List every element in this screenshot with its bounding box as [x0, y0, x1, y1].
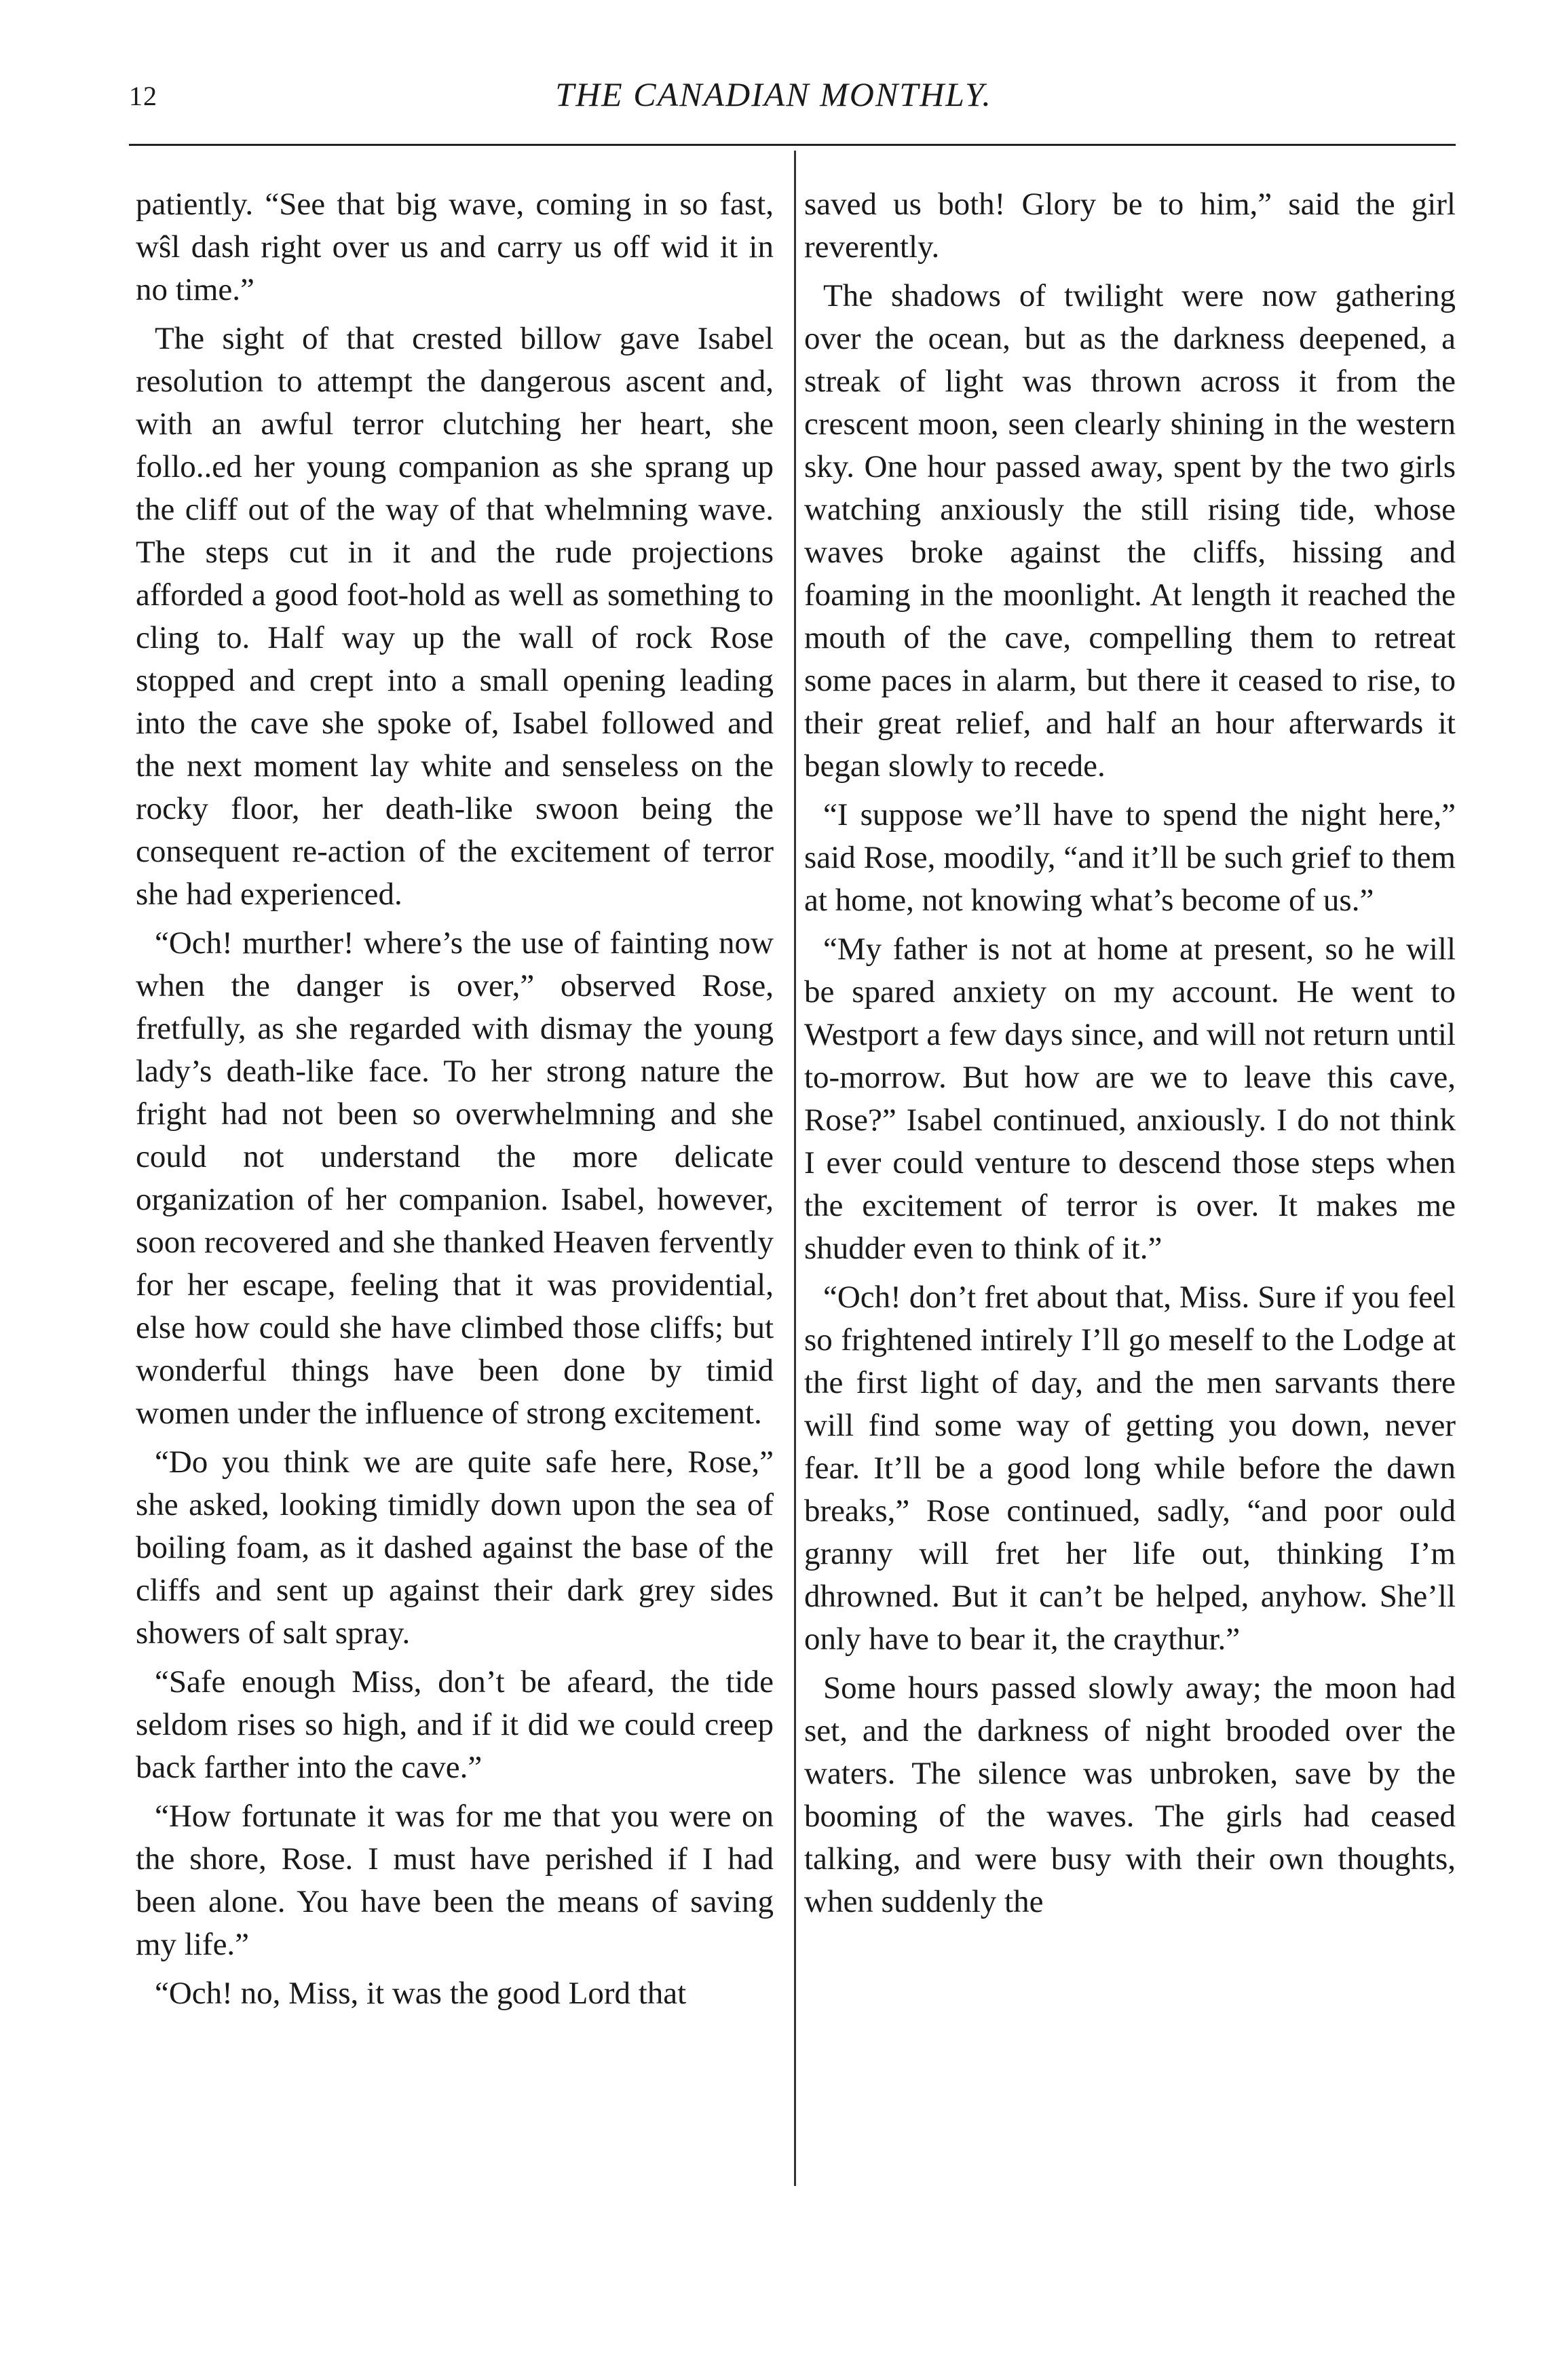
paragraph: “Och! murther! where’s the use of fainting now when the danger is over,” observed Rose, fretfully, as she regarded with dismay the young lady’s death-like face. To her strong nature the fright had not been so overwhelmning and she could not understand the more delicate organization of her companion. Isabel, however, soon recovered and she thanked Heaven fervently for her escape, feeling that it was providential, else how could she have climbed those cliffs; but wonderful things have been done by timid women under the influence of strong excitement. — [136, 925, 774, 1431]
paragraph: “I suppose we’ll have to spend the night here,” said Rose, moodily, “and it’ll be such grief to them at home, not knowing what’s become of us.” — [804, 797, 1456, 918]
paragraph: Some hours passed slowly away; the moon had set, and the darkness of night brooded over the waters. The silence was unbroken, save by the booming of the waves. The girls had ceased talking, and were busy with their own thoughts, when suddenly the — [804, 1670, 1456, 1919]
paragraph: The sight of that crested billow gave Isabel resolution to attempt the dangerous ascent and, with an awful terror clutching her heart, she follo..ed her young companion as she sprang up the cliff out of the way of that whelmning wave. The steps cut in it and the rude projections afforded a good foot-hold as well as something to cling to. Half way up the wall of rock Rose stopped and crept into a small opening leading into the cave she spoke of, Isabel followed and the next moment lay white and senseless on the rocky floor, her death-like swoon being the consequent re-action of the excitement of terror she had experienced. — [136, 321, 774, 912]
paragraph: “How fortunate it was for me that you were on the shore, Rose. I must have perished if I had been alone. You have been the means of saving my life.” — [136, 1799, 774, 1962]
paragraph: The shadows of twilight were now gathering over the ocean, but as the darkness deepened, a streak of light was thrown across it from the crescent moon, seen clearly shining in the western sky. One hour passed away, spent by the two girls watching anxiously the still rising tide, whose waves broke against the cliffs, hissing and foaming in the moonlight. At length it reached the mouth of the cave, compelling them to retreat some paces in alarm, but there it ceased to rise, to their great relief, and half an hour afterwards it began slowly to recede. — [804, 278, 1456, 784]
page-number: 12 — [129, 81, 157, 111]
paragraph: “Safe enough Miss, don’t be afeard, the tide seldom rises so high, and if it did we could creep back farther into the cave.” — [136, 1664, 774, 1785]
paragraph: patiently. “See that big wave, coming in so fast, wŝl dash right over us and carry us off wid it in no time.” — [136, 187, 774, 307]
right-column — [804, 183, 1456, 1930]
header-rule — [129, 144, 1456, 146]
paragraph: “Och! no, Miss, it was the good Lord that — [155, 1976, 687, 2011]
running-head: THE CANADIAN MONTHLY. — [555, 75, 992, 113]
left-column — [136, 183, 774, 2021]
paragraph: “Och! don’t fret about that, Miss. Sure if you feel so frightened intirely I’ll go meself to the Lodge at the first light of day, and the men sarvants there will find some way of getting you down, never fear. It’ll be a good long while before the dawn breaks,” Rose continued, sadly, “and poor ould granny will fret her life out, thinking I’m dhrowned. But it can’t be helped, anyhow. She’ll only have to bear it, the craythur.” — [804, 1280, 1456, 1657]
paragraph: “Do you think we are quite safe here, Rose,” she asked, looking timidly down upon the sea of boiling foam, as it dashed against the base of the cliffs and sent up against their dark grey sides showers of salt spray. — [136, 1444, 774, 1651]
column-divider — [794, 151, 796, 2186]
paragraph: saved us both! Glory be to him,” said the girl reverently. — [804, 187, 1456, 265]
paragraph: “My father is not at home at present, so he will be spared anxiety on my account. He went to Westport a few days since, and will not return until to-morrow. But how are we to leave this cave, Rose?” Isabel continued, anxiously. I do not think I ever could venture to descend those steps when the excitement of terror is over. It makes me shudder even to think of it.” — [804, 932, 1456, 1266]
